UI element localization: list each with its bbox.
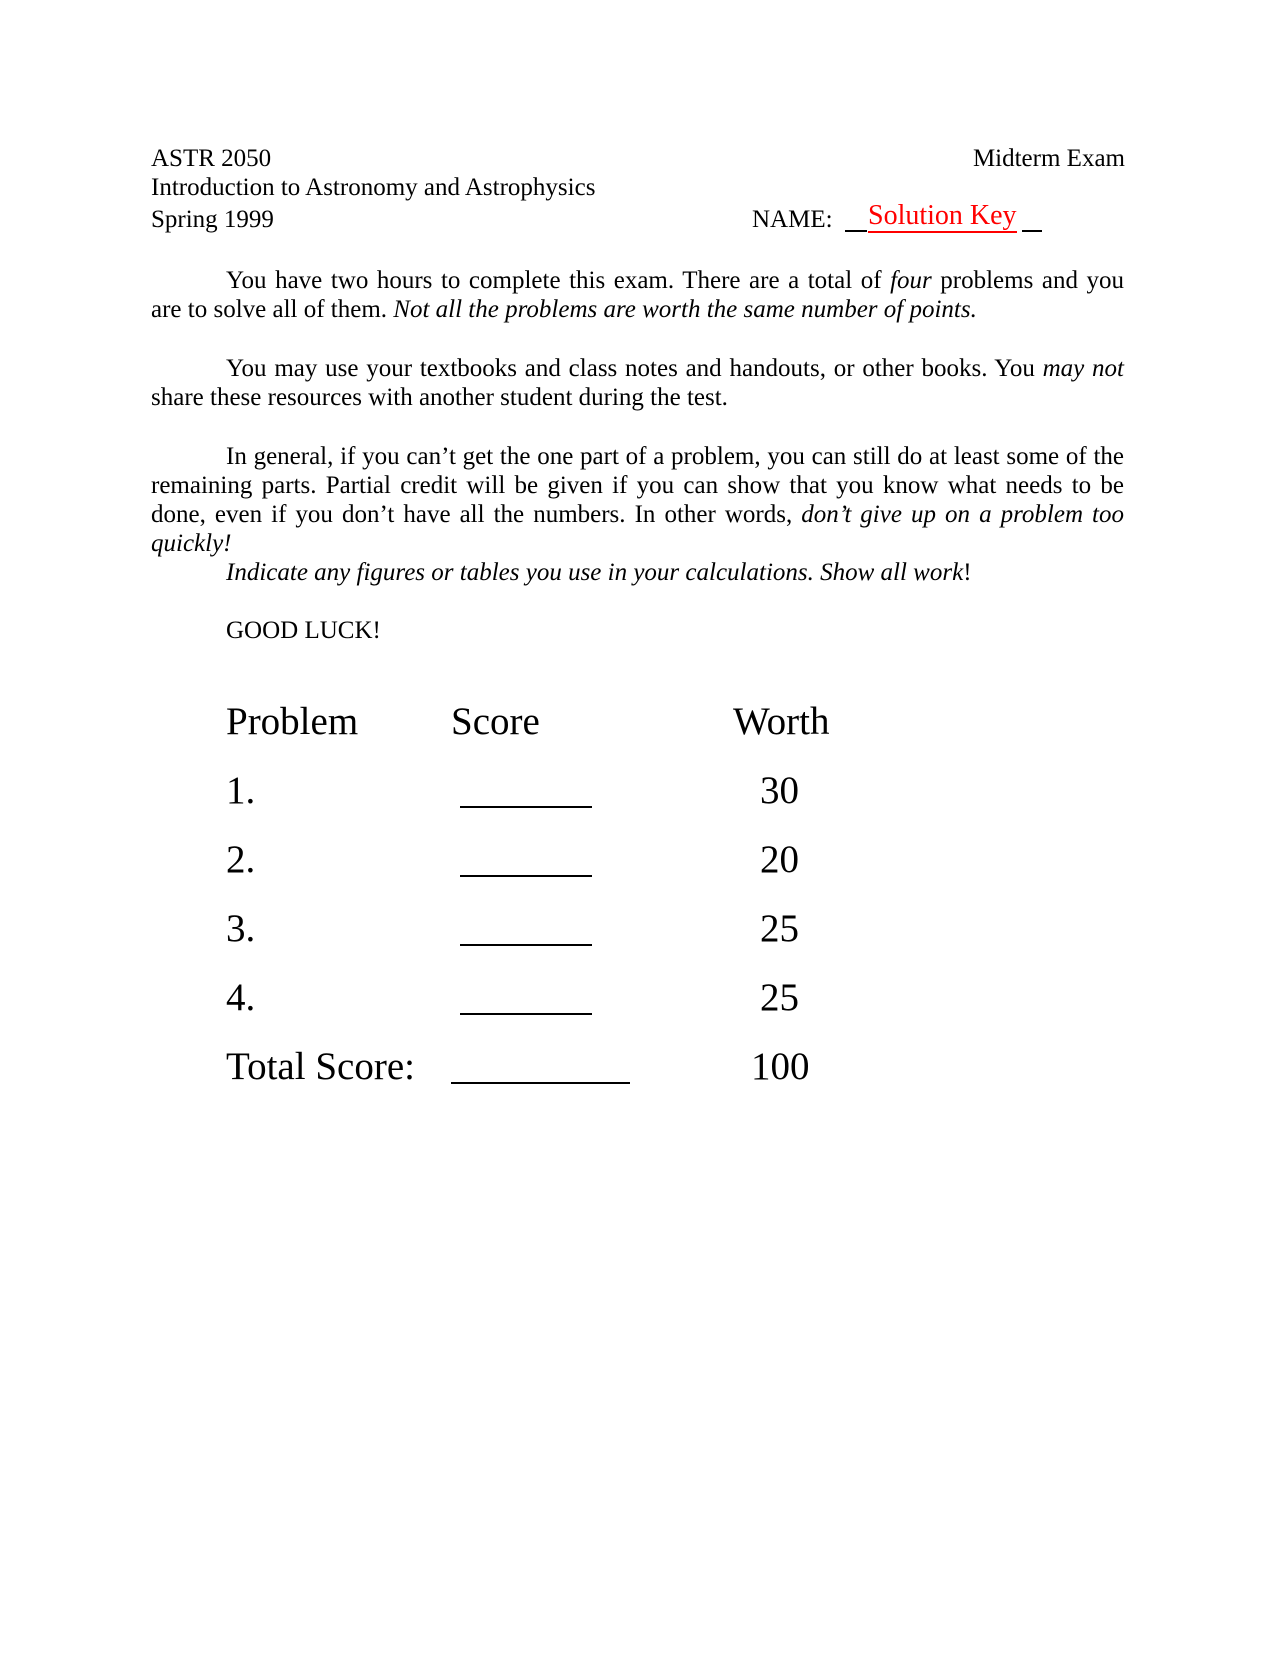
instructions-paragraph-3: In general, if you can’t get the one part of a problem, you can still do at least some of the remaining parts. Partial credit will be given if you can show that you know what needs to be done, even if you don’t have all the numbers. In other words, don’t give up on a problem too quickly!	[151, 443, 1125, 557]
term: Spring 1999	[151, 206, 274, 233]
name-label: NAME:	[752, 206, 833, 233]
total-score-blank	[451, 1082, 630, 1084]
problem-3-worth: 25	[760, 907, 799, 950]
course-title: Introduction to Astronomy and Astrophysics	[151, 174, 596, 201]
name-value: Solution Key	[868, 200, 1017, 231]
exam-type: Midterm Exam	[972, 145, 1125, 172]
problem-2-label: 2.	[226, 838, 256, 881]
total-worth: 100	[751, 1045, 810, 1088]
table-header-problem: Problem	[226, 700, 359, 743]
problem-4-score-blank	[460, 1013, 592, 1015]
problem-2-score-blank	[460, 875, 592, 877]
problem-1-label: 1.	[226, 769, 256, 812]
table-header-score: Score	[451, 700, 540, 743]
instructions-paragraph-1: You have two hours to complete this exam. There are a total of four problems and you are to solve all of them. Not all the problems are worth the same number of points.	[151, 267, 1124, 323]
name-underline-left	[845, 230, 867, 232]
instructions-paragraph-2: You may use your textbooks and class notes and handouts, or other books. You may not share these resources with another student during the test.	[151, 355, 1124, 411]
name-underline-right	[1022, 230, 1042, 232]
problem-1-score-blank	[460, 806, 592, 808]
problem-1-worth: 30	[760, 769, 799, 812]
table-header-worth: Worth	[733, 700, 830, 743]
problem-2-worth: 20	[760, 838, 799, 881]
problem-4-worth: 25	[760, 976, 799, 1019]
total-score-label: Total Score:	[226, 1045, 415, 1088]
course-code: ASTR 2050	[151, 145, 272, 172]
problem-3-label: 3.	[226, 907, 256, 950]
instructions-paragraph-4: Indicate any figures or tables you use in your calculations. Show all work!	[226, 559, 972, 586]
good-luck: GOOD LUCK!	[226, 617, 381, 644]
problem-4-label: 4.	[226, 976, 256, 1019]
problem-3-score-blank	[460, 944, 592, 946]
